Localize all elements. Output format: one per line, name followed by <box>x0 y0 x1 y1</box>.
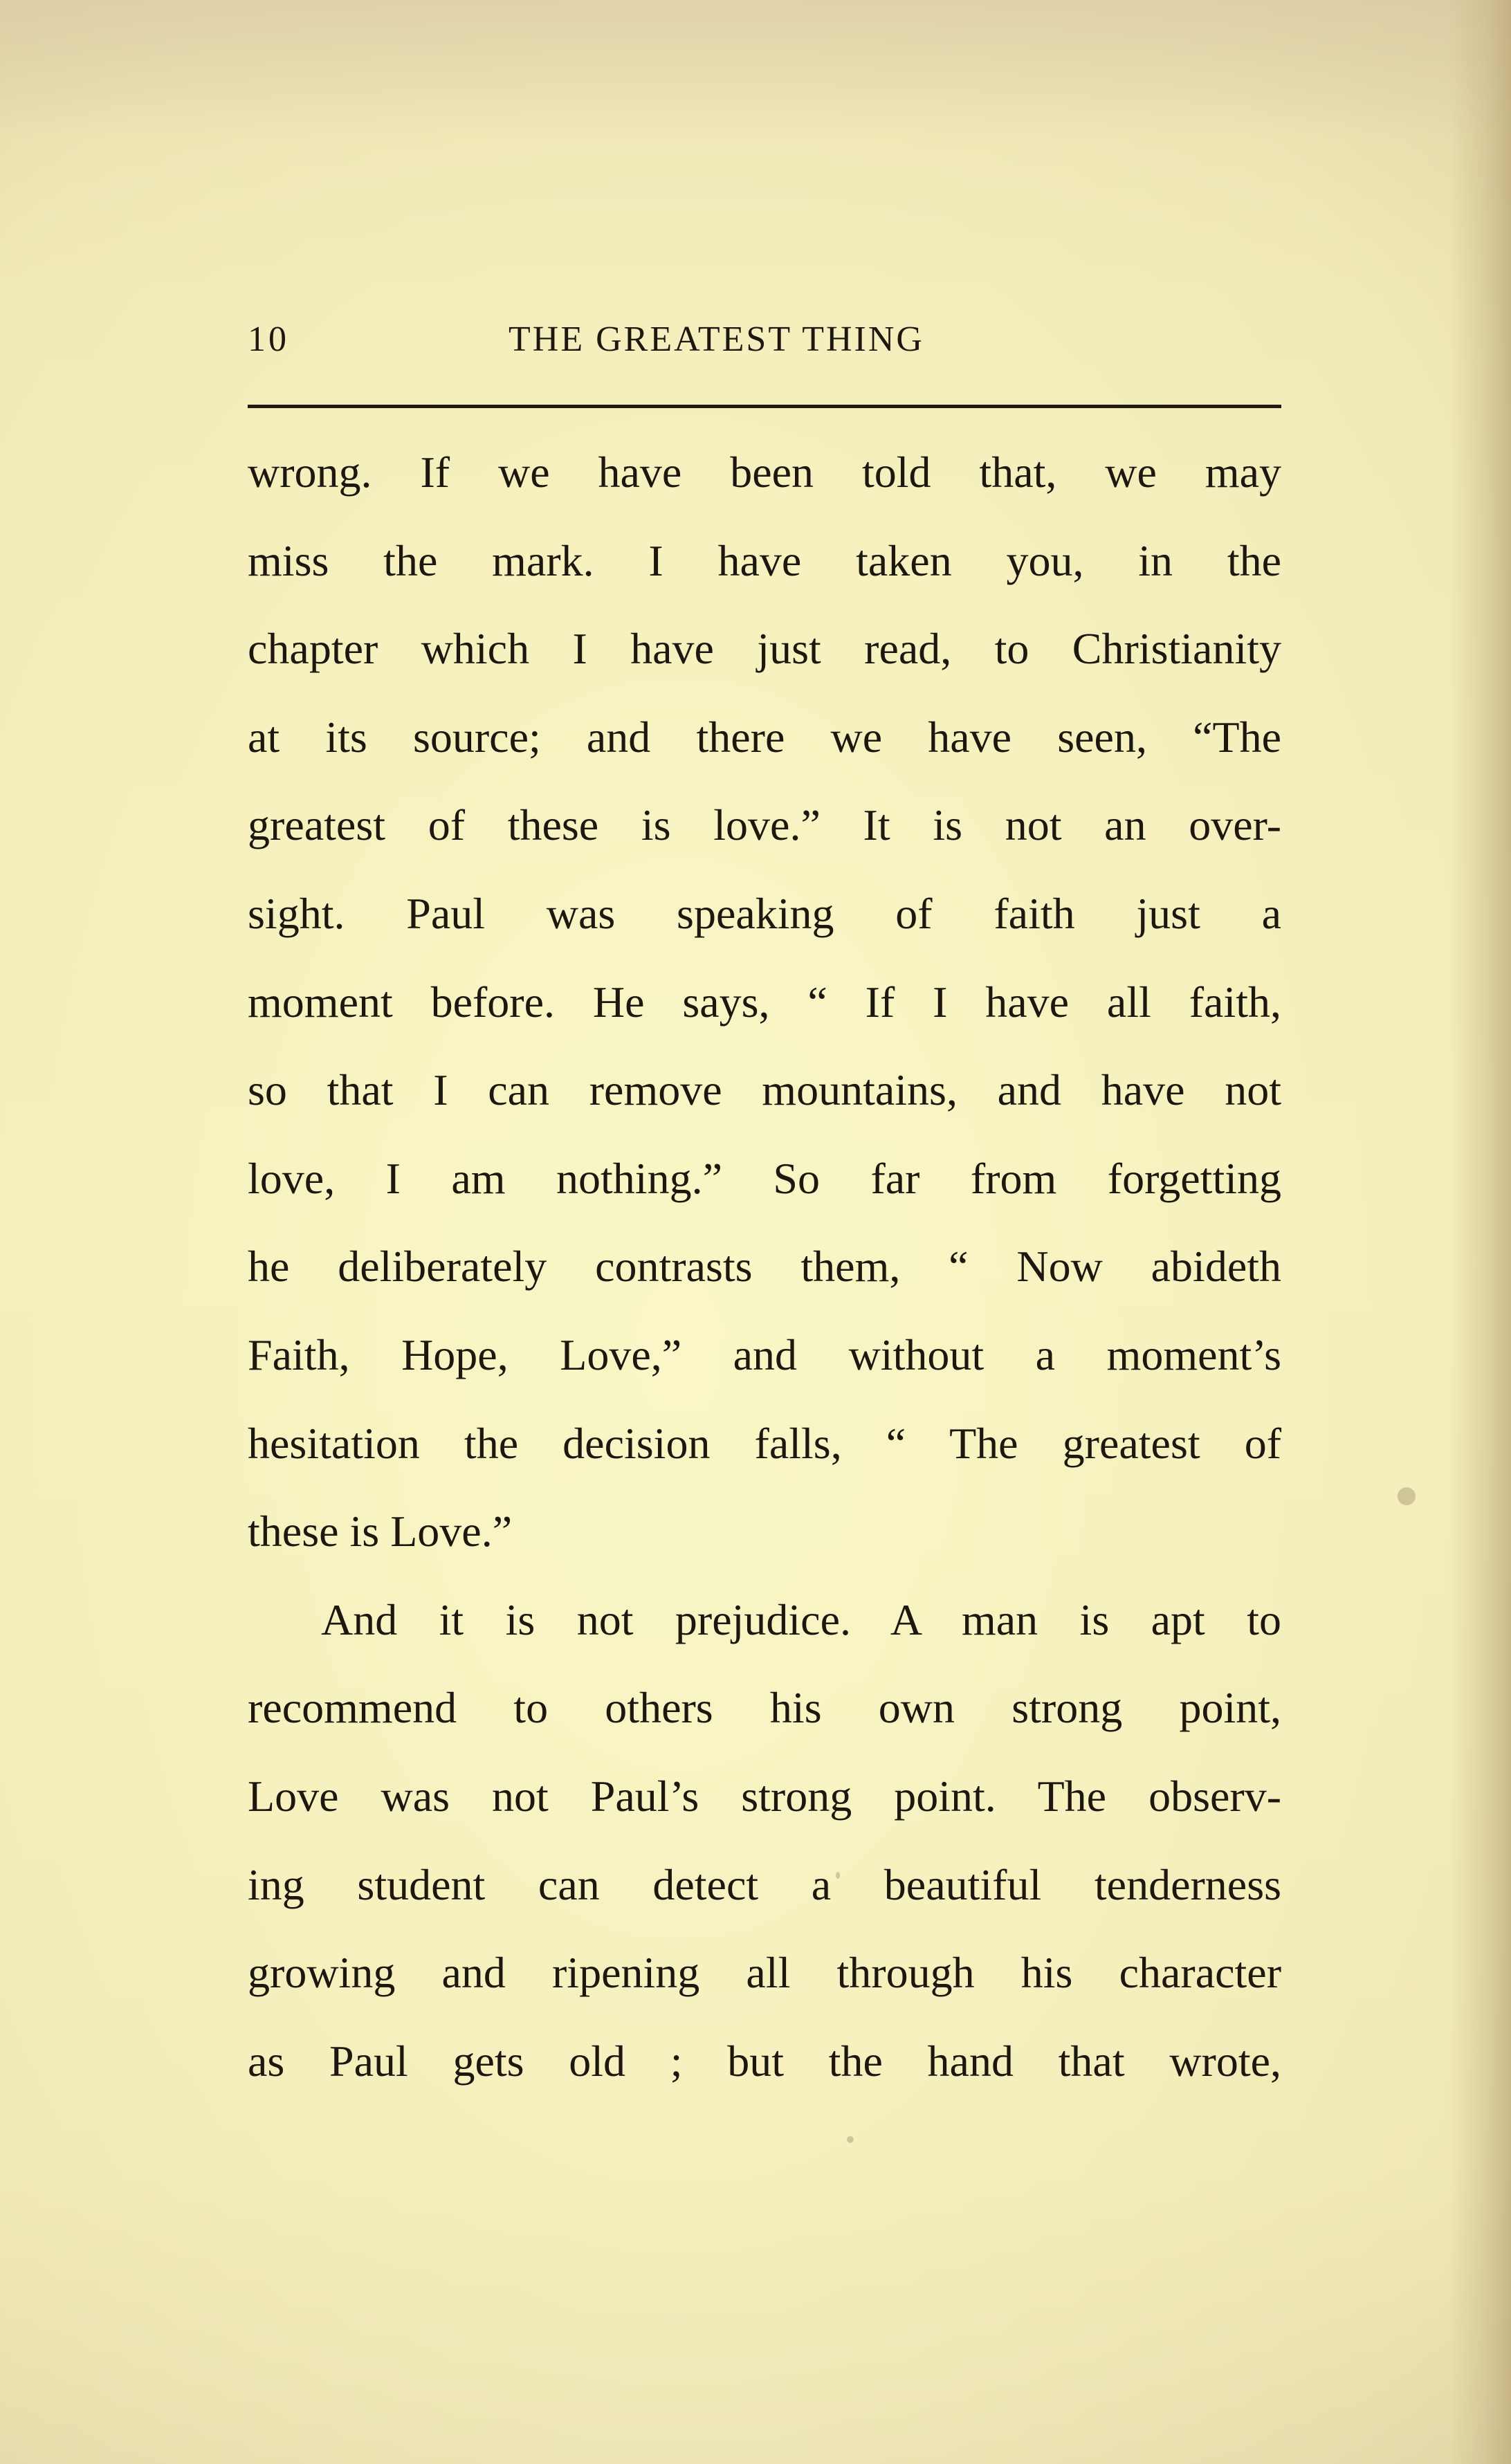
text-line: he deliberately contrasts them, “ Now abideth <box>248 1242 1281 1291</box>
text-line: ing student can detect a beautiful tenderness <box>248 1859 1281 1909</box>
text-line: Faith, Hope, Love,” and without a moment’s <box>248 1330 1281 1379</box>
paper-speck <box>836 1872 840 1879</box>
paper-speck <box>847 2136 854 2143</box>
text-line: recommend to others his own strong point, <box>248 1683 1281 1733</box>
paper-speck <box>1398 1487 1416 1505</box>
text-line: at its source; and there we have seen, “The <box>248 712 1281 762</box>
text-line: as Paul gets old ; but the hand that wrote, <box>248 2036 1281 2086</box>
text-line: greatest of these is love.” It is not an over- <box>248 800 1281 850</box>
body-text <box>248 443 1281 2120</box>
text-line: chapter which I have just read, to Christianity <box>248 624 1281 674</box>
text-line: moment before. He says, “ If I have all faith, <box>248 977 1281 1027</box>
text-line: Love was not Paul’s strong point. The observ- <box>248 1771 1281 1821</box>
text-line: growing and ripening all through his character <box>248 1948 1281 1998</box>
text-line: sight. Paul was speaking of faith just a <box>248 888 1281 938</box>
paragraph-start-line: And it is not prejudice. A man is apt to <box>321 1594 1281 1644</box>
text-line: miss the mark. I have taken you, in the <box>248 535 1281 585</box>
running-title: THE GREATEST THING <box>509 320 924 359</box>
running-head <box>248 315 1280 370</box>
page-right-edge-shadow <box>1449 0 1511 2464</box>
text-line: so that I can remove mountains, and have not <box>248 1065 1281 1115</box>
text-line: hesitation the decision falls, “ The greatest of <box>248 1418 1281 1468</box>
text-line: wrong. If we have been told that, we may <box>248 448 1281 497</box>
page-number: 10 <box>248 320 289 359</box>
text-line: love, I am nothing.” So far from forgetting <box>248 1153 1281 1203</box>
header-rule <box>248 405 1281 408</box>
paragraph-end-line: these is Love.” <box>248 1507 513 1556</box>
page-top-shadow <box>0 0 1511 138</box>
